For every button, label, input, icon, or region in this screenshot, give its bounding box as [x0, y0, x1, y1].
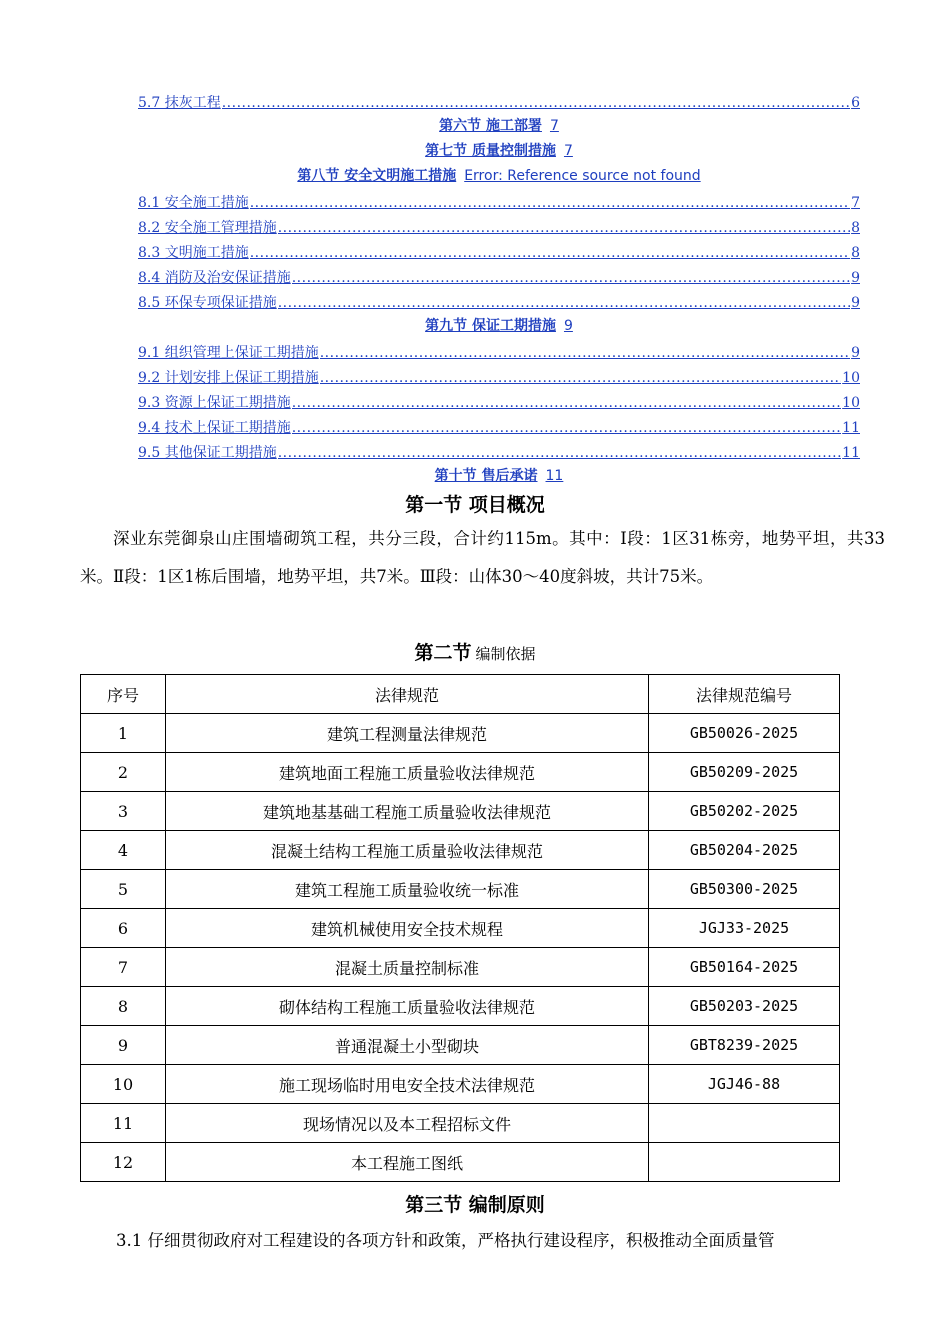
- cell-index: 11: [81, 1104, 166, 1143]
- section-3-title: 第三节 编制原则: [405, 1194, 545, 1216]
- toc-entry-page: 9: [851, 270, 860, 286]
- cell-regulation: 施工现场临时用电安全技术法律规范: [166, 1065, 649, 1104]
- cell-index: 6: [81, 909, 166, 948]
- toc-leader-dots: [320, 369, 841, 387]
- cell-regulation: 建筑地面工程施工质量验收法律规范: [166, 753, 649, 792]
- toc-heading-label: 第六节 施工部署: [439, 118, 542, 134]
- basis-table: [80, 674, 840, 1182]
- table-row: [81, 870, 840, 909]
- table-row: [81, 948, 840, 987]
- toc-entry-label: 9.5 其他保证工期措施: [138, 445, 277, 461]
- toc-entry-page: 9: [851, 295, 860, 311]
- toc-leader-dots: [222, 94, 850, 112]
- toc-leader-dots: [278, 219, 850, 237]
- cell-index: 3: [81, 792, 166, 831]
- table-row: [81, 987, 840, 1026]
- cell-regulation: 建筑机械使用安全技术规程: [166, 909, 649, 948]
- cell-code: [649, 1104, 840, 1143]
- section-1-paragraph: 深业东莞御泉山庄围墙砌筑工程，共分三段，合计约115m。其中：Ⅰ段：1区31栋旁，地势平坦，共33米。Ⅱ段：1区1栋后围墙，地势平坦，共7米。Ⅲ段：山体30～40度斜坡，共计75米。: [80, 529, 885, 586]
- toc-entry-label: 5.7 抹灰工程: [138, 95, 221, 111]
- toc-heading-page: 11: [545, 468, 564, 484]
- toc-heading[interactable]: [138, 117, 860, 137]
- toc-entry[interactable]: [138, 267, 860, 287]
- section-2-title-main: 第二节: [414, 642, 472, 664]
- header-index: 序号: [81, 675, 166, 714]
- toc-entry[interactable]: [138, 192, 860, 212]
- toc-entry[interactable]: [138, 242, 860, 262]
- toc-entry-label: 9.3 资源上保证工期措施: [138, 395, 291, 411]
- table-row: [81, 1065, 840, 1104]
- cell-code: GBT8239-2025: [649, 1026, 840, 1065]
- cell-regulation: 本工程施工图纸: [166, 1143, 649, 1182]
- table-row: [81, 1104, 840, 1143]
- toc-entry-page: 8: [851, 220, 860, 236]
- cell-regulation: 建筑地基基础工程施工质量验收法律规范: [166, 792, 649, 831]
- toc-entry-label: 8.4 消防及治安保证措施: [138, 270, 291, 286]
- table-row: [81, 831, 840, 870]
- toc-heading-label: 第十节 售后承诺: [434, 468, 538, 484]
- toc-entry-page: 9: [851, 345, 860, 361]
- cell-code: GB50300-2025: [649, 870, 840, 909]
- toc-entry-page: 11: [842, 420, 860, 436]
- cell-code: JGJ46-88: [649, 1065, 840, 1104]
- table-header-row: [81, 675, 840, 714]
- toc-heading-label: 第八节 安全文明施工措施: [297, 168, 457, 184]
- section-3-paragraph: 3.1 仔细贯彻政府对工程建设的各项方针和政策，严格执行建设程序，积极推动全面质量管: [116, 1231, 775, 1250]
- cell-regulation: 现场情况以及本工程招标文件: [166, 1104, 649, 1143]
- cell-index: 7: [81, 948, 166, 987]
- section-1-title: 第一节 项目概况: [405, 494, 545, 516]
- toc-entry-label: 8.2 安全施工管理措施: [138, 220, 277, 236]
- toc-entry-page: 11: [842, 445, 860, 461]
- toc-entry-page: 8: [851, 245, 860, 261]
- toc-heading[interactable]: [138, 467, 860, 487]
- toc-entry-label: 9.1 组织管理上保证工期措施: [138, 345, 319, 361]
- toc-heading-page: 7: [549, 118, 559, 134]
- toc-heading-page: 7: [563, 143, 573, 159]
- cell-code: [649, 1143, 840, 1182]
- toc-leader-dots: [292, 269, 850, 287]
- toc-entry-label: 8.3 文明施工措施: [138, 245, 249, 261]
- toc-leader-dots: [278, 444, 841, 462]
- toc-entry[interactable]: [138, 342, 860, 362]
- cell-index: 1: [81, 714, 166, 753]
- toc-entry[interactable]: [138, 417, 860, 437]
- cell-code: JGJ33-2025: [649, 909, 840, 948]
- table-row: [81, 909, 840, 948]
- toc-entry-page: 7: [851, 195, 860, 211]
- toc-leader-dots: [292, 394, 841, 412]
- toc-entry-page: 10: [842, 395, 860, 411]
- cell-code: GB50209-2025: [649, 753, 840, 792]
- header-regulation: 法律规范: [166, 675, 649, 714]
- cell-code: GB50204-2025: [649, 831, 840, 870]
- toc-heading-page: Error: Reference source not found: [464, 168, 701, 184]
- header-code: 法律规范编号: [649, 675, 840, 714]
- toc-leader-dots: [250, 244, 850, 262]
- cell-index: 10: [81, 1065, 166, 1104]
- toc-entry-label: 9.4 技术上保证工期措施: [138, 420, 291, 436]
- cell-regulation: 建筑工程测量法律规范: [166, 714, 649, 753]
- section-2-title-sub: 编制依据: [475, 645, 536, 663]
- toc-entry-label: 8.1 安全施工措施: [138, 195, 249, 211]
- toc-entry[interactable]: [138, 442, 860, 462]
- toc-leader-dots: [292, 419, 841, 437]
- toc-entry[interactable]: [138, 392, 860, 412]
- toc-heading-label: 第九节 保证工期措施: [425, 318, 556, 334]
- table-row: [81, 1026, 840, 1065]
- toc-entry[interactable]: [138, 92, 860, 112]
- toc-entry[interactable]: [138, 367, 860, 387]
- toc-leader-dots: [278, 294, 850, 312]
- cell-regulation: 混凝土结构工程施工质量验收法律规范: [166, 831, 649, 870]
- cell-code: GB50202-2025: [649, 792, 840, 831]
- cell-index: 8: [81, 987, 166, 1026]
- table-row: [81, 714, 840, 753]
- cell-regulation: 建筑工程施工质量验收统一标准: [166, 870, 649, 909]
- table-row: [81, 792, 840, 831]
- cell-code: GB50203-2025: [649, 987, 840, 1026]
- toc-heading-page: 9: [563, 318, 573, 334]
- toc-leader-dots: [250, 194, 850, 212]
- cell-regulation: 砌体结构工程施工质量验收法律规范: [166, 987, 649, 1026]
- toc-entry[interactable]: [138, 292, 860, 312]
- cell-code: GB50026-2025: [649, 714, 840, 753]
- cell-index: 12: [81, 1143, 166, 1182]
- cell-regulation: 普通混凝土小型砌块: [166, 1026, 649, 1065]
- section-2-title: [0, 638, 950, 665]
- toc-entry[interactable]: [138, 217, 860, 237]
- table-row: [81, 753, 840, 792]
- toc-heading[interactable]: [138, 317, 860, 337]
- cell-index: 2: [81, 753, 166, 792]
- toc-heading[interactable]: [138, 167, 860, 187]
- cell-code: GB50164-2025: [649, 948, 840, 987]
- table-row: [81, 1143, 840, 1182]
- cell-index: 9: [81, 1026, 166, 1065]
- cell-regulation: 混凝土质量控制标准: [166, 948, 649, 987]
- cell-index: 5: [81, 870, 166, 909]
- toc-entry-page: 10: [842, 370, 860, 386]
- toc-heading-label: 第七节 质量控制措施: [425, 143, 556, 159]
- toc-leader-dots: [320, 344, 850, 362]
- toc-heading[interactable]: [138, 142, 860, 162]
- toc-entry-page: 6: [851, 95, 860, 111]
- toc-entry-label: 8.5 环保专项保证措施: [138, 295, 277, 311]
- toc-entry-label: 9.2 计划安排上保证工期措施: [138, 370, 319, 386]
- cell-index: 4: [81, 831, 166, 870]
